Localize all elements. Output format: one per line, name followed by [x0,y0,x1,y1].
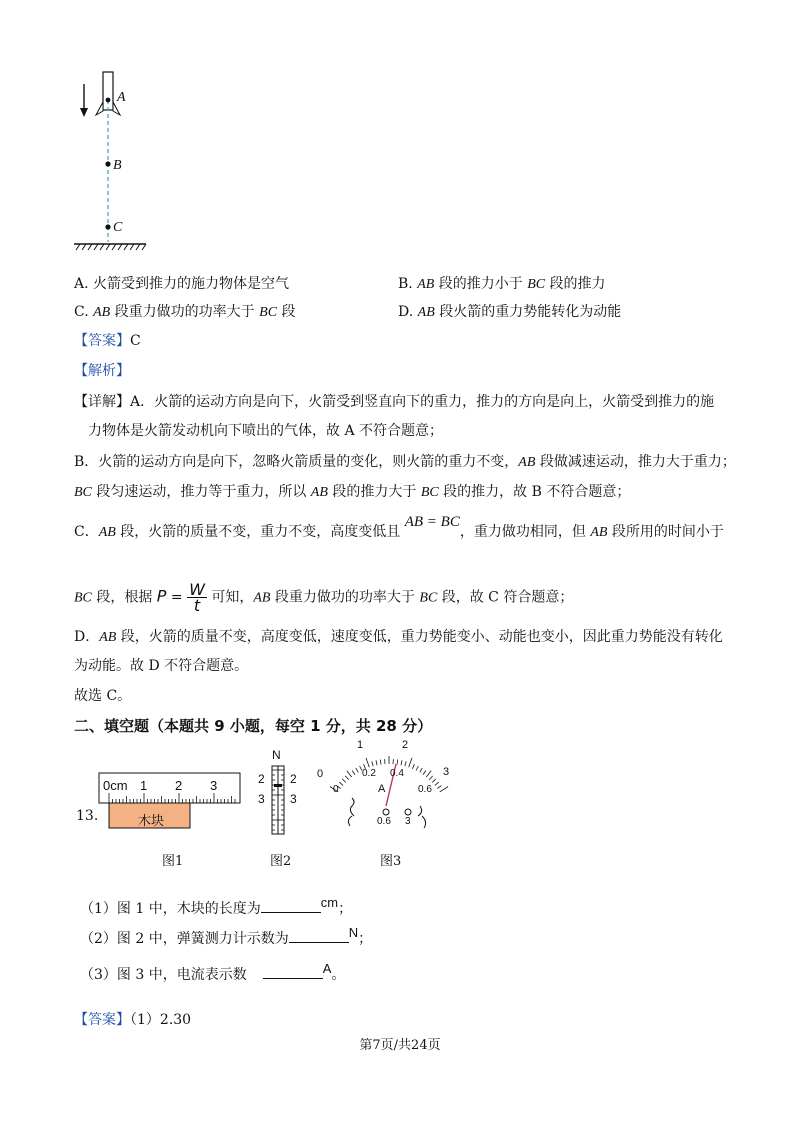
meter-tick [356,768,359,772]
option-c: C. AB 段重力做功的功率大于 BC 段 [74,304,296,320]
option-a: A. 火箭受到推力的施力物体是空气 [74,276,290,292]
ruler-label-3: 3 [210,778,218,793]
answer-blank-1[interactable] [261,898,321,913]
power-formula-fraction: $\frac{W}{t}$ [189,580,205,615]
ruler-label-1: 1 [140,778,148,793]
point-a-label: A [117,90,126,105]
analysis-line: 【解析】 [74,363,130,379]
meter-scale-06: 0.6 [418,784,432,795]
meter-tick [437,786,441,789]
spring-right-2: 2 [290,772,297,786]
fig1-label: 图1 [162,854,184,869]
detail-d-line1: D．AB 段，火箭的质量不变，高度变低，速度变低，重力势能变小、动能也变小，因此重力势能没有转化 [74,629,723,645]
answer-blank-2[interactable] [289,928,349,943]
detail-c-line2: BC 段，根据 P = $\frac{W}{t}$ 可知，AB 段重力做功的功率大于 BC 段，故 C 符合题意； [74,580,574,615]
meter-terminal-06: 0.6 [377,816,391,827]
answer2-line: 【答案】（1）2.30 [74,1012,192,1028]
answer-line: 【答案】C [74,333,141,349]
meter-tick [372,761,373,766]
detail-d-line2: 为动能。故 D 不符合题意。 [74,658,249,674]
meter-tick [401,760,402,765]
meter-scale-04: 0.4 [390,768,404,779]
ruler-label-2: 2 [175,778,183,793]
section2-title: 二、填空题（本题共 9 小题，每空 1 分，共 28 分） [74,717,433,735]
spring-left-2: 2 [258,772,265,786]
detail-b-line2: BC 段匀速运动，推力等于重力，所以 AB 段的推力大于 BC 段的推力，故 B 不符合题意； [74,484,631,500]
q13-sub2: （2）图 2 中，弹簧测力计示数为 N； [80,925,373,947]
meter-tick [432,779,436,783]
meter-top-0: 0 [317,768,324,780]
meter-tick [376,760,377,765]
meter-tick [342,779,346,783]
meter-tick [339,782,343,785]
fig2-label: 图2 [270,854,292,869]
meter-terminal-3: 3 [405,816,411,827]
detail-c-line1: C．AB 段，火箭的质量不变，重力不变，高度变低且 AB = BC，重力做功相同，但 AB 段所用的时间小于 [74,514,724,540]
q13-sub1: （1）图 1 中，木块的长度为 cm； [80,895,353,917]
option-b: B. AB 段的推力小于 BC 段的推力 [398,276,606,292]
spring-left-3: 3 [258,792,265,806]
meter-tick [426,771,431,777]
option-d: D. AB 段火箭的重力势能转化为动能 [398,304,622,320]
detail-b-line1: B．火箭的运动方向是向下，忽略火箭质量的变化，则火箭的重力不变，AB 段做减速运动，推力大于重力； [74,454,736,470]
detail-a-line2: 力物体是火箭发动机向下喷出的气体，故 A 不符合题意； [88,423,444,439]
wood-block-label: 木块 [138,814,165,829]
meter-tick [345,776,348,780]
meter-tick [409,758,412,767]
answer-blank-3[interactable] [263,964,323,979]
spring-unit-label: N [272,748,281,762]
rocket-figure [70,70,150,260]
meter-tick [435,782,439,785]
ruler-label-0: 0cm [103,778,128,793]
meter-tick [380,760,381,765]
meter-tick [420,768,423,772]
q13-sub3: （3）图 3 中，电流表示数 A。 [80,961,346,983]
meter-scale-02: 0.2 [362,768,376,779]
meter-tick [416,766,418,771]
meter-tick [423,771,426,775]
page-footer: 第7页/共24页 [359,1038,441,1053]
detail-a-line1: 【详解】A．火箭的运动方向是向下，火箭受到竖直向下的重力，推力的方向是向上，火箭受到推力的施 [74,394,715,410]
meter-unit-a: A [378,783,386,795]
meter-tick [347,771,352,777]
q13-number: 13. [76,808,99,824]
detail-conclusion: 故选 C。 [74,688,132,704]
meter-tick [405,761,406,766]
meter-scale-0: 0 [333,784,339,795]
point-c-label: C [113,220,123,235]
meter-top-2: 2 [402,739,409,751]
meter-tick [429,776,432,780]
meter-top-1: 1 [357,739,364,751]
point-b-label: B [113,158,122,173]
meter-tick [352,771,355,775]
meter-tick [366,758,369,767]
meter-tick [413,764,415,769]
spring-right-3: 3 [290,792,297,806]
meter-tick [397,760,398,765]
meter-tick [440,787,448,792]
fig3-label: 图3 [380,854,402,869]
meter-top-3: 3 [443,766,450,778]
